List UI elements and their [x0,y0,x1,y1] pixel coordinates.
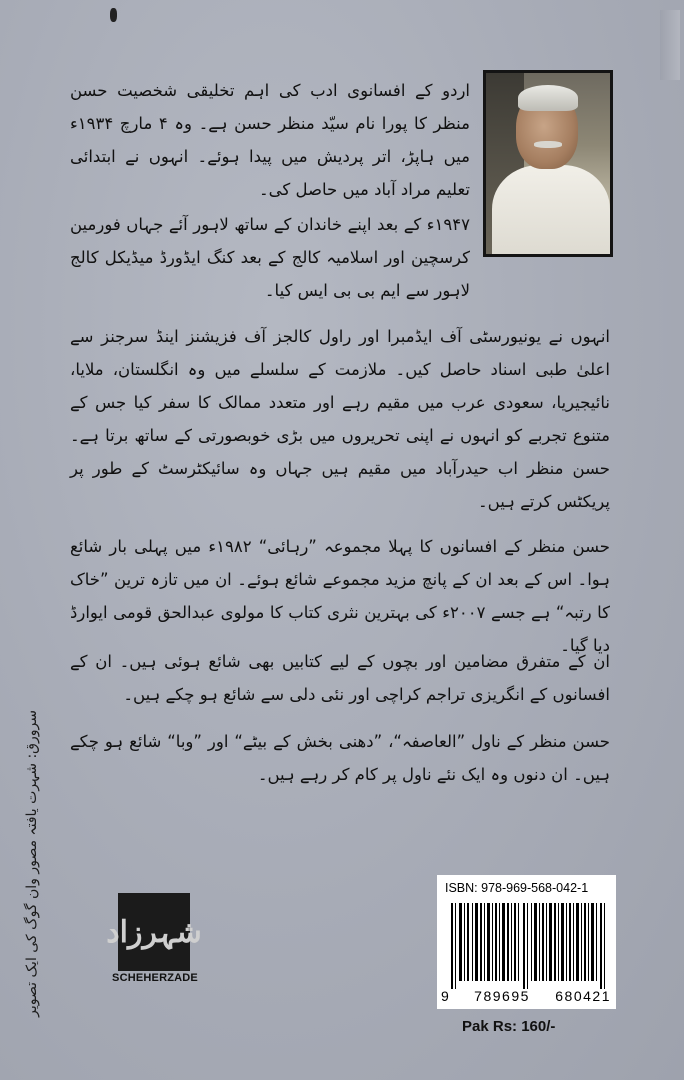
isbn-label: ISBN: 978-969-568-042-1 [445,881,589,895]
edge-wear [660,10,680,80]
barcode-digit-lead: 9 [441,988,449,1004]
author-portrait-image [486,73,610,254]
bio-paragraph-5: ان کے متفرق مضامین اور بچوں کے لیے کتابیں بھی شائع ہوئی ہیں۔ ان کے افسانوں کے انگریزی تراجم کراچی اور نئی دلی سے شائع ہو چکے ہیں۔ [70,652,610,704]
cover-credit-text: سرورق: شہرت یافتہ مصور وان گوگ کی ایک تصویر [24,710,40,1017]
isbn-barcode-box [437,875,616,1009]
publisher-logo [106,893,202,971]
barcode-digits [441,988,611,1004]
publisher-logo-text: شہرزاد [106,914,202,950]
bio-paragraph-1: اردو کے افسانوی ادب کی اہم تخلیقی شخصیت حسن منظر کا پورا نام سیّد منظر حسن ہے۔ وہ ۴ مارچ ۱۹۳۴ء میں ہاپڑ، اتر پردیش میں پیدا ہوئے۔ انہوں نے ابتدائی تعلیم مراد آباد میں حاصل کی۔ [70,81,470,199]
corner-ink-mark [110,8,117,22]
price-label: Pak Rs: 160/- [462,1018,556,1035]
cover-credit [22,710,44,1017]
barcode-digit-group-2: 680421 [555,988,611,1004]
barcode-digit-group-1: 789695 [474,988,530,1004]
bio-paragraph-3: انہوں نے یونیورسٹی آف ایڈمبرا اور راول کالجز آف فزیشنز اینڈ سرجنز سے اعلیٰ طبی اسناد حاصل کیں۔ ملازمت کے سلسلے میں وہ انگلستان، ملایا، نائیجیریا، سعودی عرب میں مقیم رہے اور متعدد ممالک کا سفر کیا جس کے متنوع تجربے کو انہوں نے اپنی تحریروں میں بڑی خوبصورتی کے ساتھ برتا ہے۔ حسن منظر اب حیدرآباد میں مقیم ہیں جہاں وہ سائیکٹرسٹ کے طور پر پریکٹس کرتے ہیں۔ [70,327,610,511]
publisher-name: SCHEHERZADE [112,972,198,984]
barcode-icon [451,903,606,989]
author-photo [483,70,613,257]
bio-paragraph-2: ۱۹۴۷ء کے بعد اپنے خاندان کے ساتھ لاہور آئے جہاں فورمین کرسچین اور اسلامیہ کالج کے بعد کنگ ایڈورڈ میڈیکل کالج لاہور سے ایم بی بی ایس کیا۔ [70,215,470,300]
bio-paragraph-4: حسن منظر کے افسانوں کا پہلا مجموعہ ”رہائی“ ۱۹۸۲ء میں پہلی بار شائع ہوا۔ اس کے بعد ان کے پانچ مزید مجموعے شائع ہوئے۔ ان میں تازہ ترین ”خاک کا رتبہ“ ہے جسے ۲۰۰۷ء کی بہترین نثری کتاب کا مولوی عبدالحق قومی ایوارڈ دیا گیا۔ [70,537,611,655]
bio-paragraph-6: حسن منظر کے ناول ”العاصفہ“، ”دھنی بخش کے بیٹے“ اور ”وبا“ شائع ہو چکے ہیں۔ ان دنوں وہ ایک نئے ناول پر کام کر رہے ہیں۔ [70,732,610,784]
